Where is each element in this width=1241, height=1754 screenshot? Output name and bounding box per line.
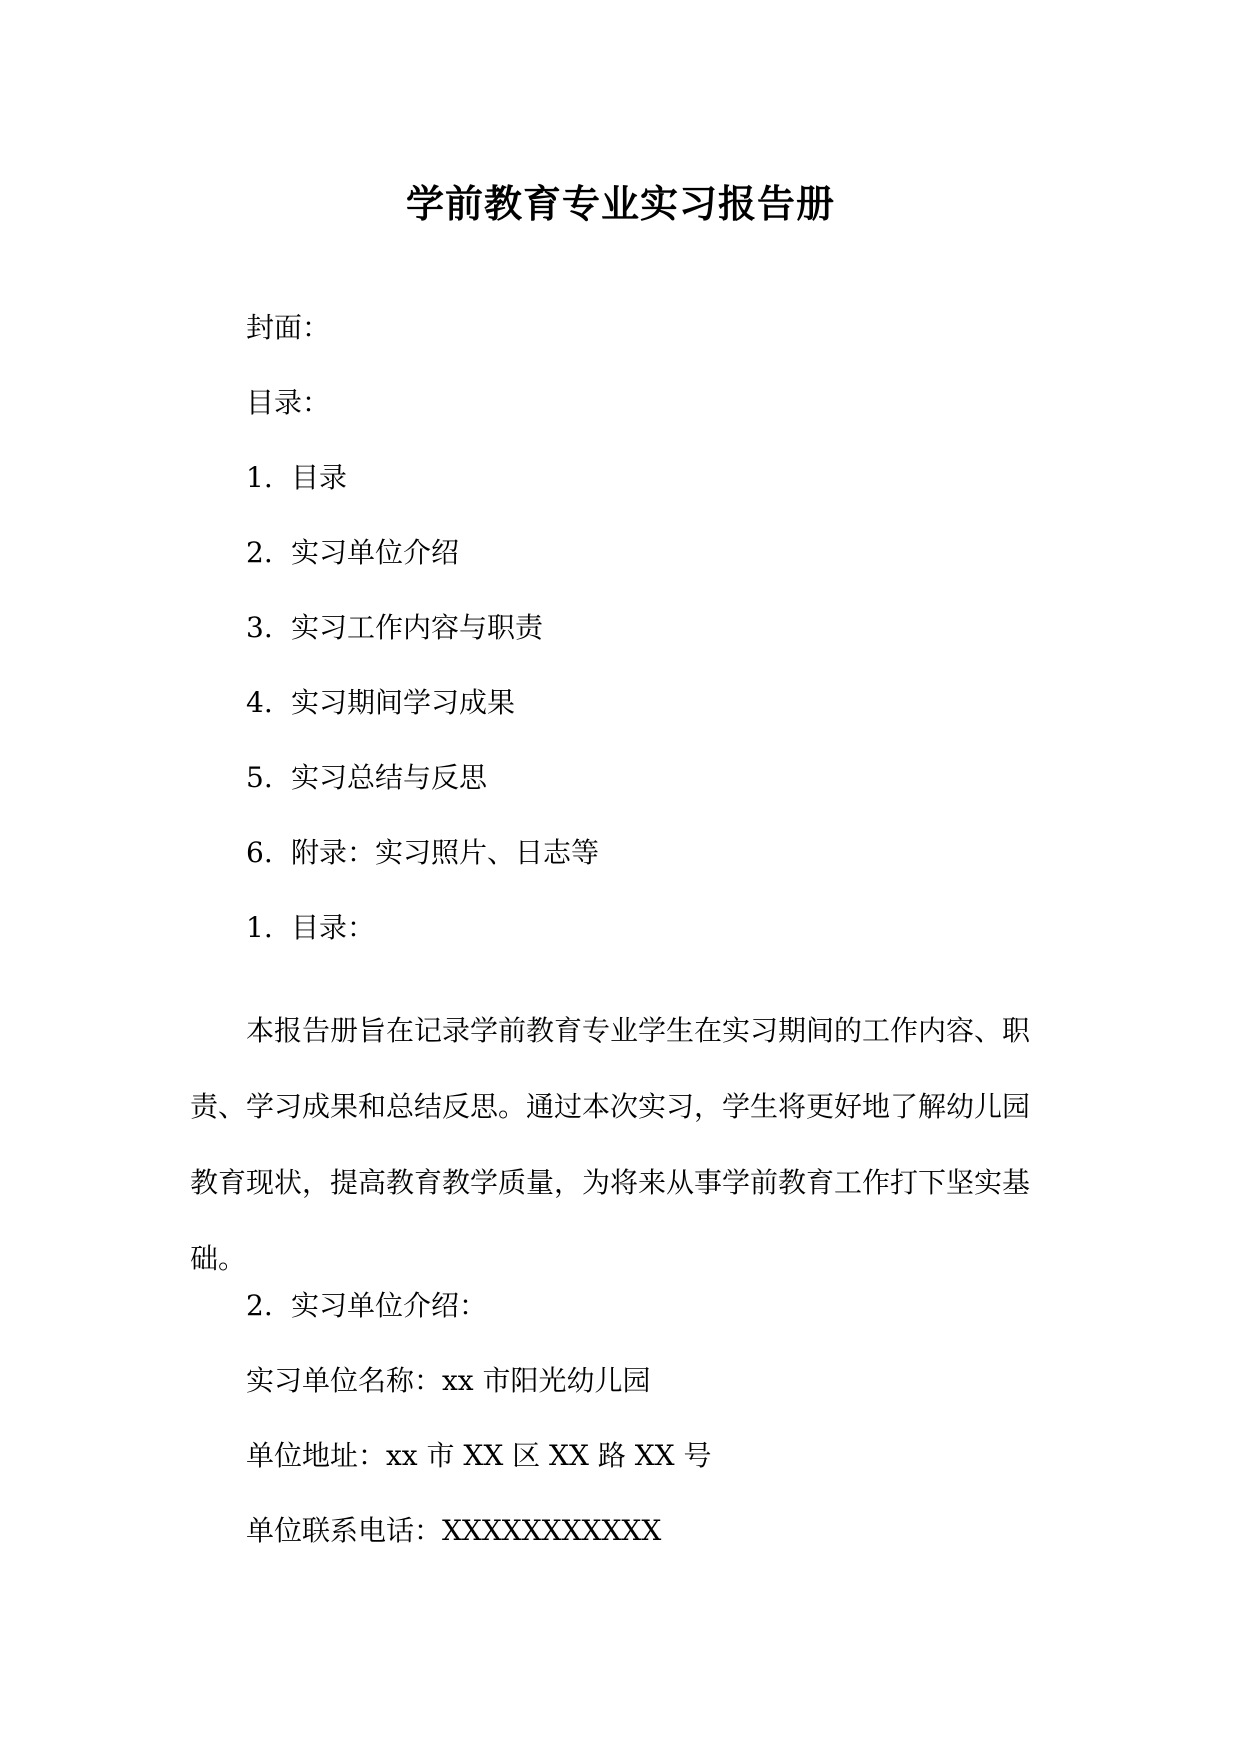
section1-title: 目录： [291, 911, 376, 944]
toc-item-number: 4. [246, 686, 273, 719]
toc-item-text: 实习工作内容与职责 [291, 611, 544, 644]
toc-item [246, 533, 459, 573]
toc-item-text: 附录：实习照片、日志等 [291, 836, 600, 869]
toc-item [246, 683, 515, 723]
paragraph-line: 教育现状，提高教育教学质量，为将来从事学前教育工作打下坚实基 [190, 1166, 1031, 1199]
section1-number: 1. [246, 911, 273, 944]
unit-phone: 单位联系电话：XXXXXXXXXXX [246, 1514, 662, 1547]
toc-item-number: 6. [246, 836, 273, 869]
section2-number: 2. [246, 1289, 273, 1322]
toc-item-text: 实习总结与反思 [291, 761, 488, 794]
toc-item-number: 1. [246, 461, 273, 494]
unit-name: 实习单位名称：xx 市阳光幼儿园 [246, 1364, 651, 1397]
toc-item-text: 实习单位介绍 [291, 536, 460, 569]
toc-item [246, 608, 543, 648]
cover-label: 封面： [246, 311, 331, 344]
toc-item [246, 833, 599, 873]
section1-heading [246, 908, 375, 948]
toc-item-number: 2. [246, 536, 273, 569]
toc-item-text: 目录 [291, 461, 348, 494]
paragraph-line: 本报告册旨在记录学前教育专业学生在实习期间的工作内容、职 [246, 1014, 1031, 1047]
section2-title: 实习单位介绍： [291, 1289, 488, 1322]
toc-item [246, 758, 487, 798]
section2-heading [246, 1286, 487, 1326]
toc-item-number: 5. [246, 761, 273, 794]
toc-label: 目录： [246, 386, 331, 419]
toc-item [246, 458, 347, 498]
toc-item-number: 3. [246, 611, 273, 644]
unit-address: 单位地址：xx 市 XX 区 XX 路 XX 号 [246, 1439, 712, 1472]
document-title: 学前教育专业实习报告册 [405, 181, 835, 226]
intro-paragraph [190, 993, 1060, 1297]
toc-item-text: 实习期间学习成果 [291, 686, 516, 719]
paragraph-line: 础。 [190, 1242, 247, 1275]
paragraph-line: 责、学习成果和总结反思。通过本次实习，学生将更好地了解幼儿园 [190, 1090, 1031, 1123]
